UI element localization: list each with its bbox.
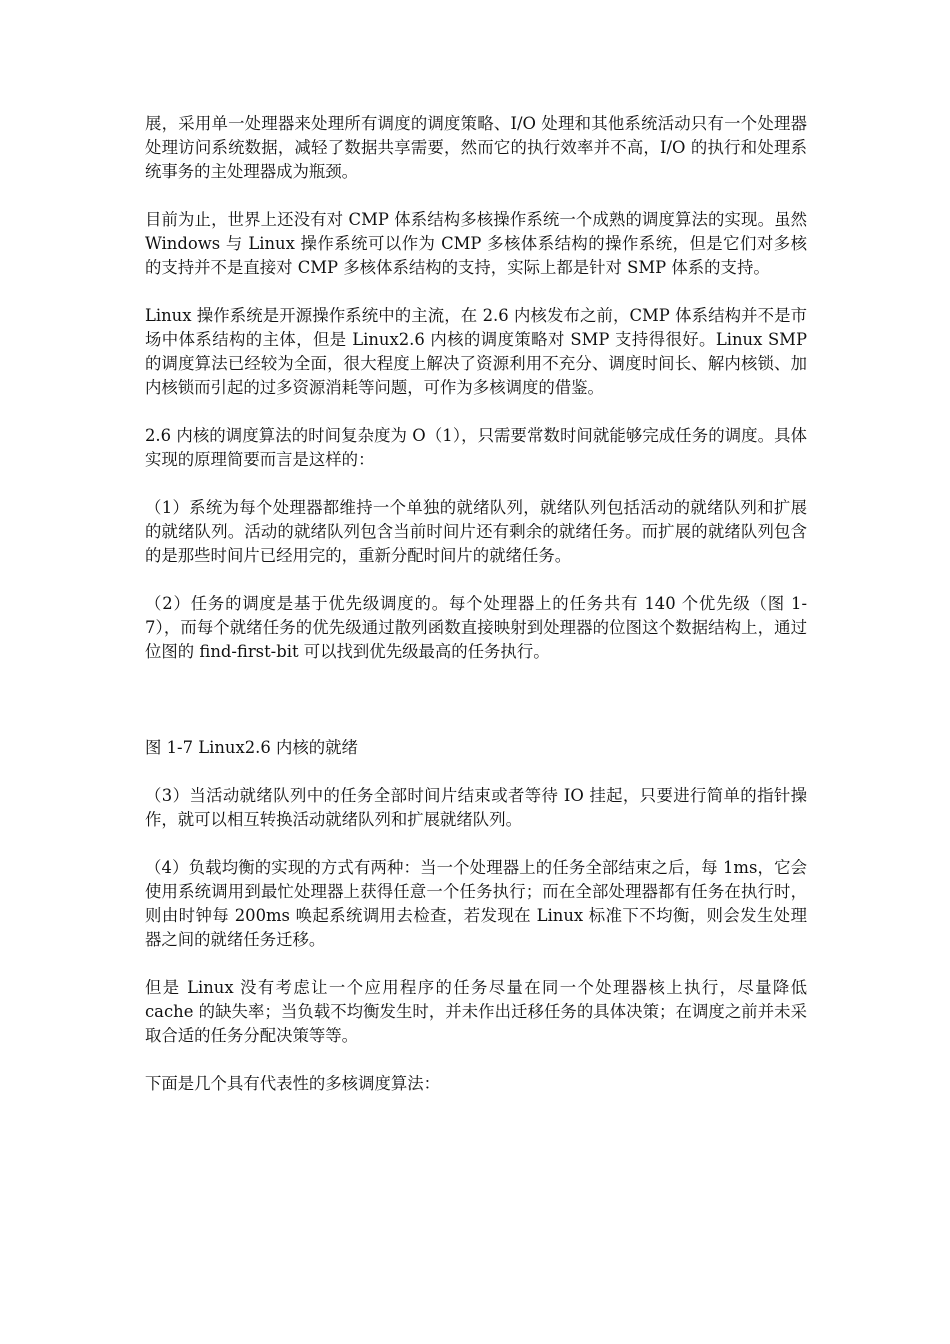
paragraph-point-1: （1）系统为每个处理器都维持一个单独的就绪队列，就绪队列包括活动的就绪队列和扩展的就绪队列。活动的就绪队列包含当前时间片还有剩余的就绪任务。而扩展的就绪队列包含的是那些时间片已经用完的，重新分配时间片的就绪任务。 xyxy=(145,498,807,565)
paragraph-point-2: （2）任务的调度是基于优先级调度的。每个处理器上的任务共有 140 个优先级（图 1-7），而每个就绪任务的优先级通过散列函数直接映射到处理器的位图这个数据结构上，通过位图的 find-first-bit 可以找到优先级最高的任务执行。 xyxy=(145,594,807,661)
figure-caption: 图 1-7 Linux2.6 内核的就绪 xyxy=(145,738,358,757)
paragraph-linux-limitations: 但是 Linux 没有考虑让一个应用程序的任务尽量在同一个处理器核上执行，尽量降低 cache 的缺失率；当负载不均衡发生时，并未作出迁移任务的具体决策；在调度之前并未采取合适的任务分配决策等等。 xyxy=(145,978,807,1045)
paragraph-point-4: （4）负载均衡的实现的方式有两种：当一个处理器上的任务全部结束之后，每 1ms，它会使用系统调用到最忙处理器上获得任意一个任务执行；而在全部处理器都有任务在执行时，则由时钟每 200ms 唤起系统调用去检查，若发现在 Linux 标准下不均衡，则会发生处理器之间的就绪任务迁移。 xyxy=(145,858,807,949)
paragraph-cmp-status: 目前为止，世界上还没有对 CMP 体系结构多核操作系统一个成熟的调度算法的实现。虽然 Windows 与 Linux 操作系统可以作为 CMP 多核体系结构的操作系统，但是它们对多核的支持并不是直接对 CMP 多核体系结构的支持，实际上都是针对 SMP 体系的支持。 xyxy=(145,210,807,277)
paragraph-point-3: （3）当活动就绪队列中的任务全部时间片结束或者等待 IO 挂起，只要进行简单的指针操作，就可以相互转换活动就绪队列和扩展就绪队列。 xyxy=(145,786,807,829)
paragraph-representative-algorithms: 下面是几个具有代表性的多核调度算法： xyxy=(145,1074,441,1093)
paragraph-single-processor: 展，采用单一处理器来处理所有调度的调度策略、I/O 处理和其他系统活动只有一个处理器处理访问系统数据，减轻了数据共享需要，然而它的执行效率并不高，I/O 的执行和处理系统事务的主处理器成为瓶颈。 xyxy=(145,114,807,181)
document-page xyxy=(145,112,807,1120)
figure-space xyxy=(145,688,807,736)
paragraph-o1-scheduler: 2.6 内核的调度算法的时间复杂度为 O（1），只需要常数时间就能够完成任务的调度。具体实现的原理简要而言是这样的： xyxy=(145,426,807,469)
paragraph-linux-smp: Linux 操作系统是开源操作系统中的主流，在 2.6 内核发布之前，CMP 体系结构并不是市场中体系结构的主体，但是 Linux2.6 内核的调度策略对 SMP 支持得很好。Linux SMP 的调度算法已经较为全面，很大程度上解决了资源利用不充分、调度时间长、解内核锁、加内核锁而引起的过多资源消耗等问题，可作为多核调度的借鉴。 xyxy=(145,306,807,397)
